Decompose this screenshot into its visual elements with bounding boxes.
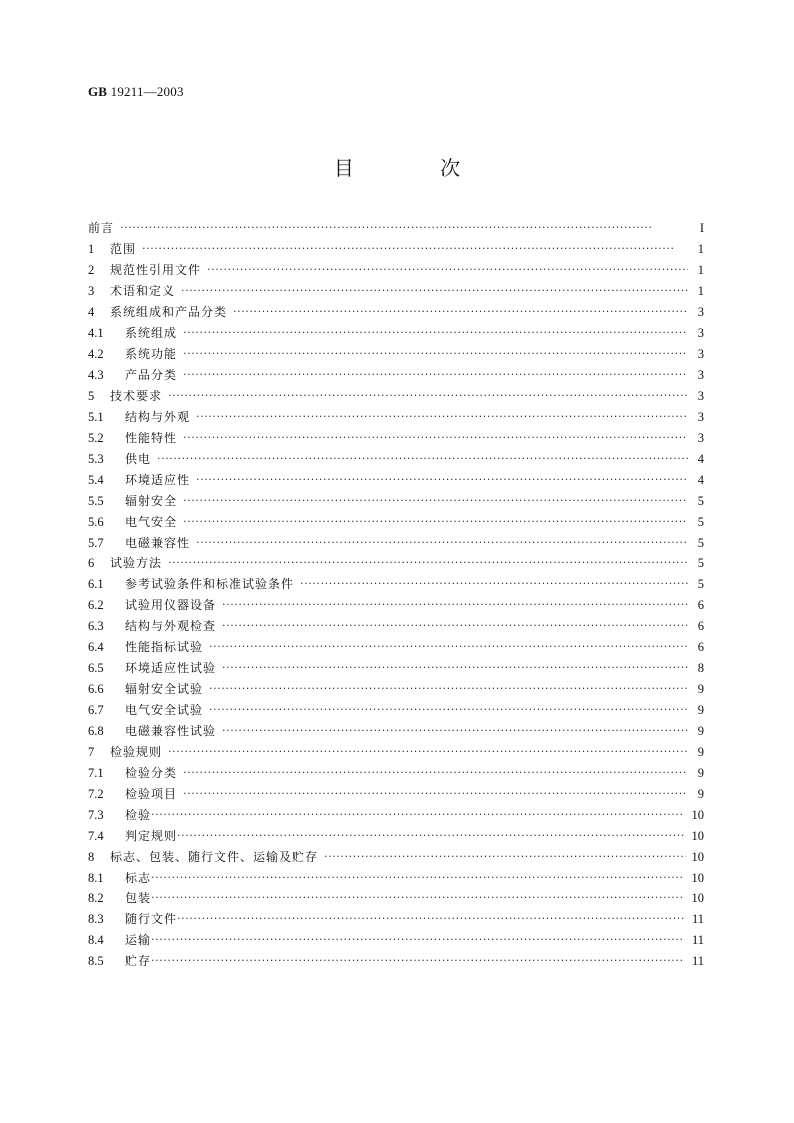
toc-entry-page-number: 5: [697, 535, 704, 550]
toc-entry[interactable]: [88, 532, 704, 553]
toc-entry-page-number: 9: [697, 682, 704, 697]
toc-entry-number: 5.1: [88, 409, 104, 424]
toc-entry[interactable]: [88, 867, 704, 888]
toc-entry-page-number: 9: [697, 703, 704, 718]
dot-leader: [324, 850, 685, 864]
dot-leader: [207, 263, 688, 277]
toc-entry-number: 5.2: [88, 430, 104, 445]
toc-entry-number: 7.3: [88, 807, 104, 822]
toc-entry-label: 检验分类: [125, 765, 178, 780]
toc-entry[interactable]: [88, 595, 704, 616]
toc-entry-page-number: 11: [691, 912, 704, 927]
toc-entry[interactable]: [88, 846, 704, 867]
toc-entry-number: 7.4: [88, 828, 104, 843]
dot-leader: [222, 661, 688, 675]
toc-entry-page-number: 10: [691, 807, 704, 822]
toc-entry-page-number: 10: [691, 849, 704, 864]
toc-entry-label: 试验方法: [110, 556, 163, 571]
toc-entry-page-number: 3: [697, 326, 704, 341]
toc-entry-label: 电气安全试验: [125, 703, 204, 718]
dot-leader: [177, 912, 686, 926]
toc-entry-page-number: 9: [697, 723, 704, 738]
dot-leader: [183, 368, 688, 382]
toc-entry[interactable]: [88, 281, 704, 302]
toc-entry-label: 技术要求: [110, 388, 163, 403]
dot-leader: [222, 598, 688, 612]
toc-entry-label: 标志: [125, 870, 152, 885]
toc-entry[interactable]: [88, 323, 704, 344]
toc-entry[interactable]: [88, 427, 704, 448]
toc-entry-number: 5: [88, 388, 95, 403]
toc-entry[interactable]: [88, 448, 704, 469]
toc-entry[interactable]: [88, 553, 704, 574]
toc-entry-number: 5.6: [88, 514, 104, 529]
toc-entry-page-number: 6: [697, 598, 704, 613]
toc-entry[interactable]: [88, 721, 704, 742]
toc-entry-number: 5.5: [88, 493, 104, 508]
toc-entry-number: 8.3: [88, 912, 104, 927]
toc-entry-page-number: 11: [691, 933, 704, 948]
toc-entry[interactable]: [88, 888, 704, 909]
toc-entry-label: 判定规则: [125, 828, 178, 843]
toc-entry-label: 检验项目: [125, 786, 178, 801]
dot-leader: [196, 410, 688, 424]
toc-entry-label: 辐射安全试验: [125, 682, 204, 697]
dot-leader: [120, 221, 688, 235]
dot-leader: [300, 577, 688, 591]
toc-entry-page-number: 5: [697, 514, 704, 529]
toc-entry[interactable]: [88, 783, 704, 804]
toc-entry[interactable]: [88, 386, 704, 407]
toc-entry-page-number: 3: [697, 347, 704, 362]
dot-leader: [183, 515, 688, 529]
toc-entry-label: 环境适应性试验: [125, 661, 217, 676]
dot-leader: [181, 284, 688, 298]
toc-entry-label: 试验用仪器设备: [125, 598, 217, 613]
dot-leader: [151, 933, 686, 947]
page-title: 目 次: [333, 156, 501, 180]
toc-entry-label: 范围: [110, 242, 137, 257]
toc-entry[interactable]: [88, 741, 704, 762]
dot-leader: [168, 745, 688, 759]
toc-entry-number: 6.4: [88, 640, 104, 655]
dot-leader: [168, 556, 688, 570]
toc-entry-number: 2: [88, 263, 95, 278]
toc-entry[interactable]: [88, 762, 704, 783]
toc-entry-page-number: 3: [697, 409, 704, 424]
toc-entry-number: 5.4: [88, 472, 104, 487]
toc-entry[interactable]: [88, 825, 704, 846]
toc-entry-page-number: 3: [697, 368, 704, 383]
toc-entry-number: 4.3: [88, 368, 104, 383]
toc-entry-label: 系统组成和产品分类: [110, 305, 228, 320]
toc-entry-label: 系统组成: [125, 326, 178, 341]
toc-entry[interactable]: [88, 574, 704, 595]
toc-entry-label: 辐射安全: [125, 493, 178, 508]
toc-entry-number: 8.1: [88, 870, 104, 885]
toc-entry-number: 6.6: [88, 682, 104, 697]
dot-leader: [177, 829, 685, 843]
toc-entry-number: 4.2: [88, 347, 104, 362]
toc-entry-page-number: 11: [691, 954, 704, 969]
toc-entry[interactable]: [88, 344, 704, 365]
dot-leader: [183, 326, 688, 340]
toc-entry-number: 8.2: [88, 891, 104, 906]
toc-entry[interactable]: [88, 302, 704, 323]
toc-entry-page-number: 10: [691, 870, 704, 885]
dot-leader: [196, 473, 688, 487]
toc-entry-page-number: 4: [697, 451, 704, 466]
dot-leader: [151, 954, 686, 968]
dot-leader: [142, 242, 688, 256]
toc-entry-number: 6.2: [88, 598, 104, 613]
toc-entry-page-number: 1: [697, 242, 704, 257]
standard-number: [88, 84, 184, 100]
toc-entry-label: 性能指标试验: [125, 640, 204, 655]
toc-entry-page-number: 9: [697, 786, 704, 801]
toc-entry-number: 6.5: [88, 661, 104, 676]
toc-entry[interactable]: [88, 909, 704, 930]
toc-entry[interactable]: [88, 700, 704, 721]
toc-entry-page-number: 9: [697, 765, 704, 780]
toc-entry-label: 贮存: [125, 954, 152, 969]
toc-entry[interactable]: [88, 490, 704, 511]
toc-entry-label: 运输: [125, 933, 152, 948]
toc-entry-number: 7: [88, 744, 95, 759]
dot-leader: [209, 640, 688, 654]
dot-leader: [168, 389, 688, 403]
toc-entry-number: 5.3: [88, 451, 104, 466]
toc-entry[interactable]: [88, 679, 704, 700]
toc-entry[interactable]: [88, 365, 704, 386]
toc-entry[interactable]: [88, 658, 704, 679]
dot-leader: [183, 431, 688, 445]
standard-year: 19211—2003: [110, 84, 184, 99]
toc-entry-number: 5.7: [88, 535, 104, 550]
toc-entry-label: 产品分类: [125, 368, 178, 383]
dot-leader: [222, 724, 688, 738]
dot-leader: [151, 808, 685, 822]
toc-entry-number: 1: [88, 242, 95, 257]
toc-entry-page-number: 4: [697, 472, 704, 487]
toc-entry-number: 7.2: [88, 786, 104, 801]
toc-entry-label: 随行文件: [125, 912, 178, 927]
table-of-contents: [88, 218, 704, 972]
dot-leader: [209, 682, 688, 696]
toc-entry-page-number: I: [699, 221, 704, 236]
toc-entry-number: 6.3: [88, 619, 104, 634]
toc-entry-page-number: 3: [697, 430, 704, 445]
toc-entry-label: 前言: [88, 221, 115, 236]
toc-entry-page-number: 3: [697, 305, 704, 320]
toc-entry-page-number: 6: [697, 619, 704, 634]
toc-entry-page-number: 5: [697, 493, 704, 508]
toc-entry-page-number: 10: [691, 828, 704, 843]
toc-entry-label: 电磁兼容性试验: [125, 723, 217, 738]
toc-entry-number: 8: [88, 849, 95, 864]
toc-entry-number: 6.7: [88, 703, 104, 718]
toc-entry-page-number: 8: [697, 661, 704, 676]
toc-entry-label: 结构与外观检查: [125, 619, 217, 634]
toc-entry-label: 术语和定义: [110, 284, 176, 299]
toc-entry-page-number: 3: [697, 388, 704, 403]
toc-entry[interactable]: [88, 951, 704, 972]
toc-entry-label: 环境适应性: [125, 472, 191, 487]
toc-entry-label: 结构与外观: [125, 409, 191, 424]
toc-entry-number: 6.1: [88, 577, 104, 592]
toc-entry-label: 系统功能: [125, 347, 178, 362]
dot-leader: [209, 703, 688, 717]
toc-entry-label: 标志、包装、随行文件、运输及贮存: [110, 849, 319, 864]
toc-entry[interactable]: [88, 616, 704, 637]
toc-entry-label: 规范性引用文件: [110, 263, 202, 278]
dot-leader: [183, 494, 688, 508]
dot-leader: [183, 787, 688, 801]
toc-entry-label: 包装: [125, 891, 152, 906]
toc-entry[interactable]: [88, 406, 704, 427]
toc-entry-number: 3: [88, 284, 95, 299]
toc-entry-label: 电气安全: [125, 514, 178, 529]
toc-entry-page-number: 5: [697, 577, 704, 592]
toc-entry-label: 性能特性: [125, 430, 178, 445]
toc-entry-number: 4.1: [88, 326, 104, 341]
toc-entry-page-number: 1: [697, 284, 704, 299]
toc-entry-page-number: 6: [697, 640, 704, 655]
toc-entry-page-number: 5: [697, 556, 704, 571]
toc-entry-number: 8.5: [88, 954, 104, 969]
toc-entry-number: 4: [88, 305, 95, 320]
toc-entry[interactable]: [88, 637, 704, 658]
dot-leader: [151, 891, 685, 905]
dot-leader: [222, 619, 688, 633]
toc-entry[interactable]: [88, 469, 704, 490]
dot-leader: [183, 766, 688, 780]
toc-entry[interactable]: [88, 511, 704, 532]
toc-entry-label: 检验规则: [110, 744, 163, 759]
toc-entry[interactable]: [88, 260, 704, 281]
toc-entry[interactable]: [88, 930, 704, 951]
toc-entry[interactable]: [88, 804, 704, 825]
dot-leader: [151, 871, 685, 885]
dot-leader: [196, 536, 688, 550]
dot-leader: [233, 305, 688, 319]
toc-entry-number: 7.1: [88, 765, 104, 780]
toc-entry-label: 供电: [125, 451, 152, 466]
toc-entry-label: 电磁兼容性: [125, 535, 191, 550]
toc-entry-label: 参考试验条件和标准试验条件: [125, 577, 295, 592]
toc-entry[interactable]: [88, 218, 704, 239]
toc-entry-number: 6: [88, 556, 95, 571]
toc-entry-label: 检验: [125, 807, 152, 822]
toc-entry-page-number: 1: [697, 263, 704, 278]
toc-entry-number: 8.4: [88, 933, 104, 948]
dot-leader: [183, 347, 688, 361]
toc-entry[interactable]: [88, 239, 704, 260]
toc-entry-number: 6.8: [88, 723, 104, 738]
toc-entry-page-number: 9: [697, 744, 704, 759]
dot-leader: [157, 452, 688, 466]
standard-code: GB: [88, 84, 108, 99]
toc-entry-page-number: 10: [691, 891, 704, 906]
